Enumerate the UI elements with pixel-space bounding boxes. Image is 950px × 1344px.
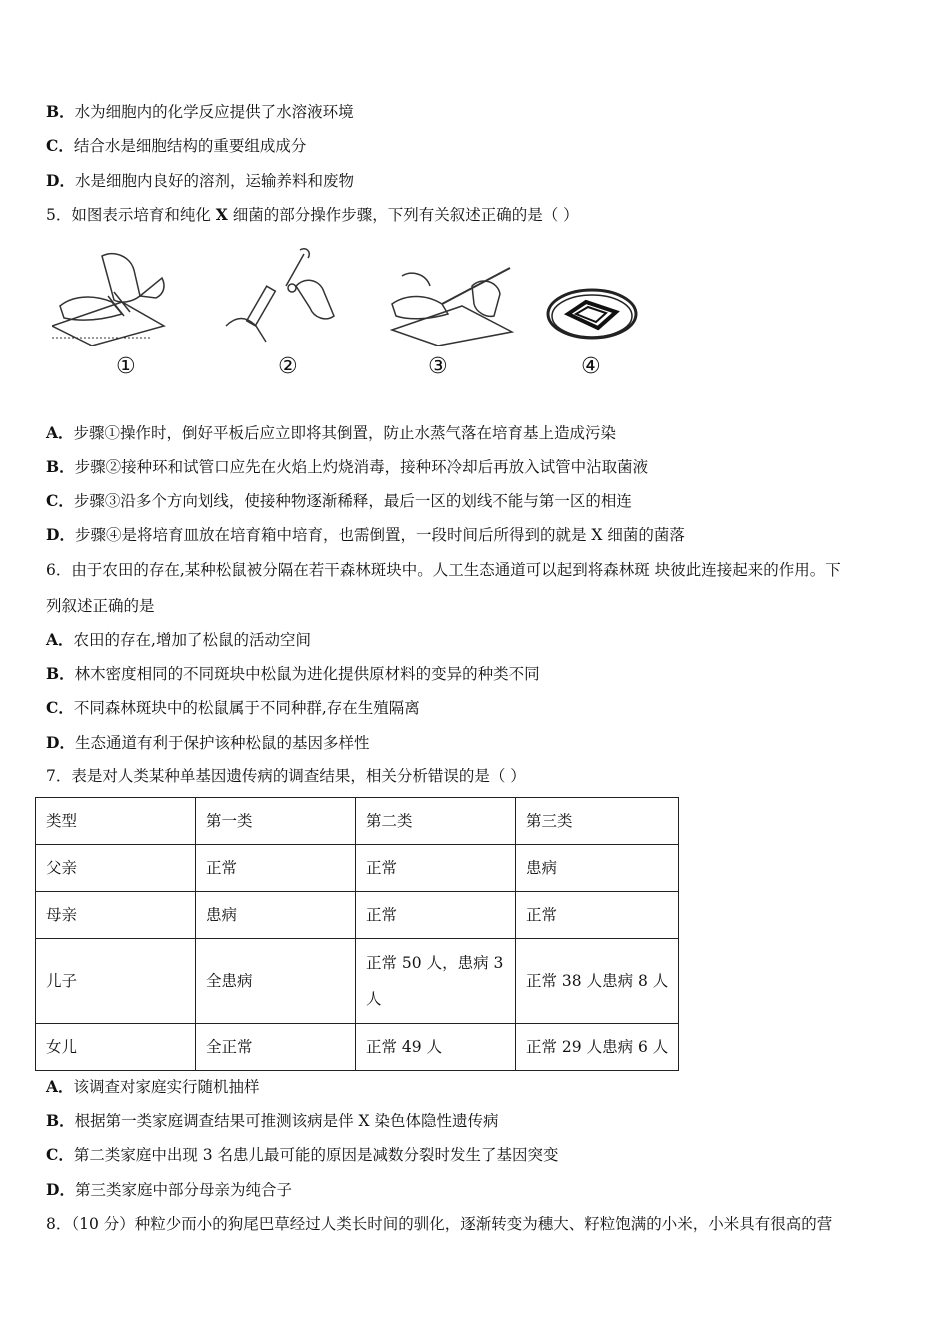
table-cell: 儿子 — [36, 939, 196, 1024]
q6-option-a: A．农田的存在,增加了松鼠的活动空间 — [46, 630, 311, 649]
table-row — [36, 1024, 679, 1071]
q7-option-b: B．根据第一类家庭调查结果可推测该病是伴 X 染色体隐性遗传病 — [46, 1111, 499, 1130]
q5-option-d: D．步骤④是将培育皿放在培育箱中培育，也需倒置，一段时间后所得到的就是 X 细菌的菌落 — [46, 525, 685, 544]
figure-label-1: ① — [116, 354, 136, 379]
q6-option-d: D．生态通道有利于保护该种松鼠的基因多样性 — [46, 733, 370, 752]
figure-label-4: ④ — [581, 354, 601, 379]
figure-label-3: ③ — [428, 354, 448, 379]
q5-option-a: A．步骤①操作时，倒好平板后应立即将其倒置，防止水蒸气落在培育基上造成污染 — [46, 423, 617, 442]
inoculation-loop-illustration — [216, 246, 346, 346]
table-cell: 类型 — [36, 798, 196, 845]
q6-option-b: B．林木密度相同的不同斑块中松鼠为进化提供原材料的变异的种类不同 — [46, 664, 540, 683]
table-cell: 正常 49 人 — [356, 1024, 516, 1071]
table-cell: 患病 — [516, 845, 679, 892]
table-cell: 正常 29 人患病 6 人 — [516, 1024, 679, 1071]
q5-figure — [46, 246, 666, 386]
q6-stem-line2: 列叙述正确的是 — [46, 597, 155, 615]
q6-option-c: C．不同森林斑块中的松鼠属于不同种群,存在生殖隔离 — [46, 698, 420, 717]
q5-option-c: C．步骤③沿多个方向划线，使接种物逐渐稀释，最后一区的划线不能与第一区的相连 — [46, 491, 632, 510]
table-cell: 正常 38 人患病 8 人 — [516, 939, 679, 1024]
table-cell: 第二类 — [356, 798, 516, 845]
q7-survey-table — [35, 797, 679, 1071]
table-row — [36, 845, 679, 892]
table-cell: 正常 — [196, 845, 356, 892]
pour-plate-illustration — [52, 246, 172, 346]
table-cell: 第一类 — [196, 798, 356, 845]
q4-option-b: B．水为细胞内的化学反应提供了水溶液环境 — [46, 102, 354, 121]
q7-option-d: D．第三类家庭中部分母亲为纯合子 — [46, 1180, 292, 1199]
q6-stem-line1: 6．由于农田的存在,某种松鼠被分隔在若干森林斑块中。人工生态通道可以起到将森林斑 块彼此连接起来的作用。下 — [46, 561, 841, 579]
streak-plate-illustration — [382, 246, 522, 346]
q7-option-a: A．该调查对家庭实行随机抽样 — [46, 1077, 260, 1096]
table-cell: 正常 50 人，患病 3 人 — [356, 939, 516, 1024]
table-header-row — [36, 798, 679, 845]
q4-option-d: D．水是细胞内良好的溶剂，运输养料和废物 — [46, 171, 354, 190]
q7-stem: 7．表是对人类某种单基因遗传病的调查结果，相关分析错误的是（ ） — [46, 767, 526, 785]
table-cell: 女儿 — [36, 1024, 196, 1071]
table-cell: 第三类 — [516, 798, 679, 845]
figure-label-2: ② — [278, 354, 298, 379]
table-row — [36, 892, 679, 939]
table-cell: 全正常 — [196, 1024, 356, 1071]
table-cell: 父亲 — [36, 845, 196, 892]
table-cell: 正常 — [356, 845, 516, 892]
q7-option-c: C．第二类家庭中出现 3 名患儿最可能的原因是减数分裂时发生了基因突变 — [46, 1145, 559, 1164]
petri-dish-illustration — [544, 286, 640, 346]
table-cell: 正常 — [516, 892, 679, 939]
q4-option-c: C．结合水是细胞结构的重要组成成分 — [46, 136, 307, 155]
table-cell: 正常 — [356, 892, 516, 939]
table-cell: 患病 — [196, 892, 356, 939]
q8-stem: 8．（10 分）种粒少而小的狗尾巴草经过人类长时间的驯化，逐渐转变为穗大、籽粒饱满的小米，小米具有很高的营 — [46, 1215, 833, 1233]
q5-option-b: B．步骤②接种环和试管口应先在火焰上灼烧消毒，接种环冷却后再放入试管中沾取菌液 — [46, 457, 649, 476]
table-row — [36, 939, 679, 1024]
table-cell: 全患病 — [196, 939, 356, 1024]
table-cell: 母亲 — [36, 892, 196, 939]
q5-stem: 5．如图表示培育和纯化 X 细菌的部分操作步骤，下列有关叙述正确的是（ ） — [46, 205, 579, 224]
